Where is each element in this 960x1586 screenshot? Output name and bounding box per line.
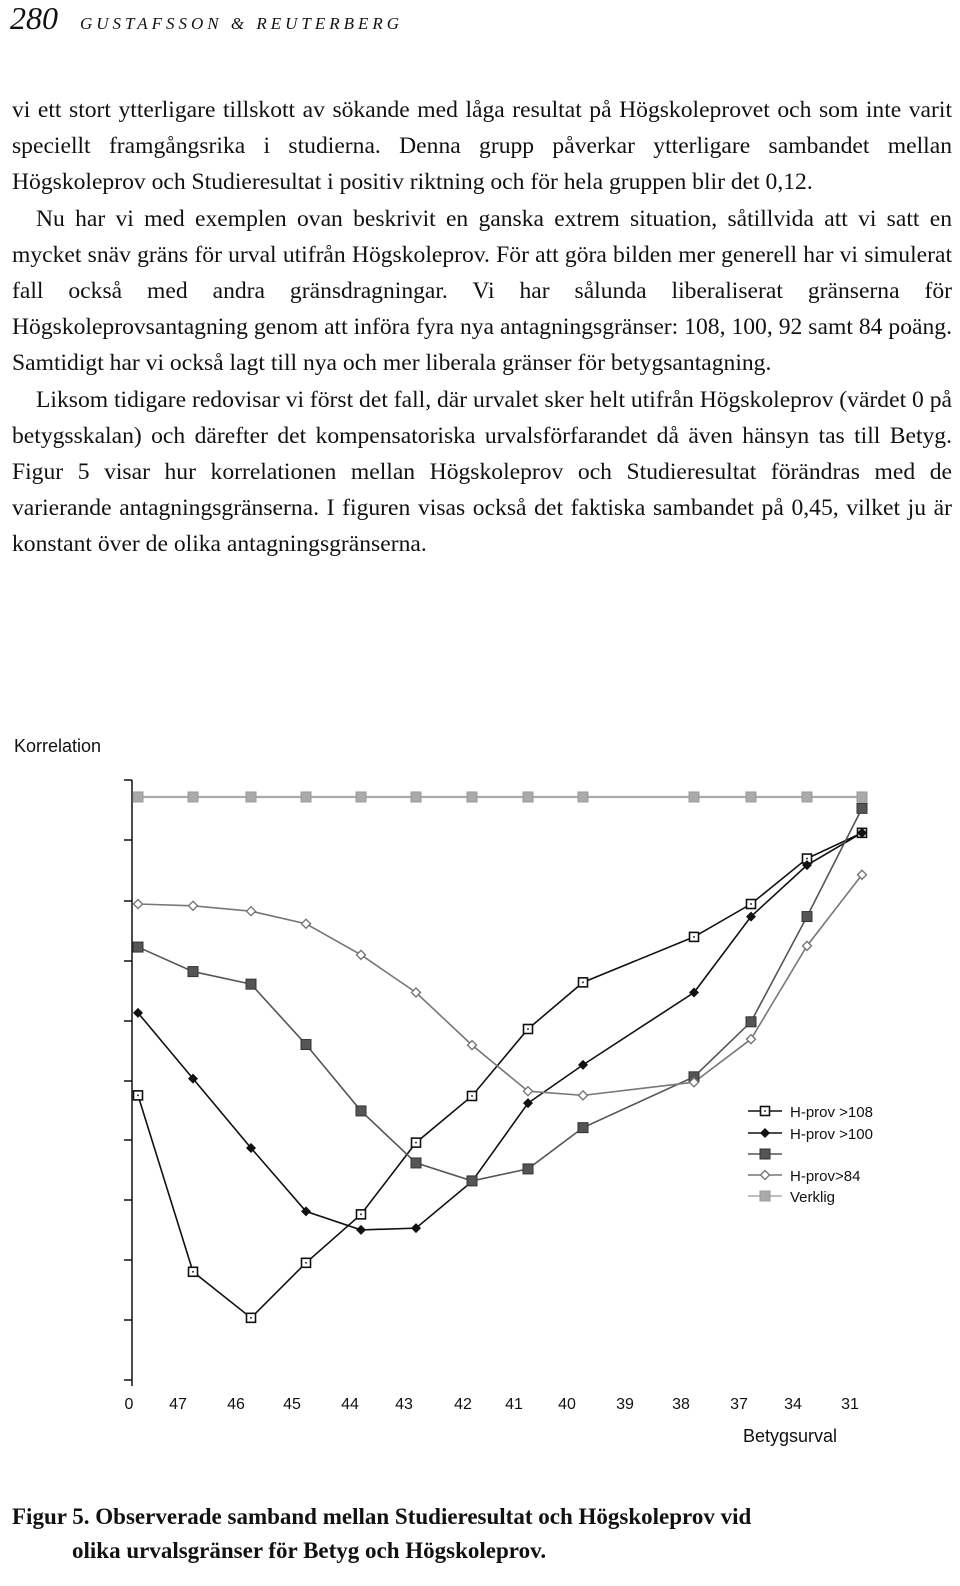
running-head-authors: GUSTAFSSON & REUTERBERG	[80, 14, 404, 33]
data-point	[411, 792, 421, 802]
data-point	[301, 1040, 311, 1050]
legend-marker	[760, 1149, 770, 1159]
data-point	[746, 1017, 756, 1027]
marker-dot	[764, 1110, 766, 1112]
marker-dot	[471, 1095, 473, 1097]
x-tick-label: 0	[124, 1396, 134, 1413]
x-tick-label: 47	[169, 1396, 187, 1413]
x-tick-label: 37	[730, 1396, 748, 1413]
x-tick-label: 45	[283, 1396, 301, 1413]
x-tick-label: 34	[784, 1396, 802, 1413]
body-text	[12, 92, 952, 563]
y-axis-label: Korrelation	[14, 736, 102, 756]
marker-dot	[250, 1317, 252, 1319]
marker-dot	[192, 1271, 194, 1273]
data-point	[578, 1123, 588, 1133]
data-point	[467, 792, 477, 802]
x-axis-label: Betygsurval	[743, 1426, 838, 1446]
x-tick-label: 43	[395, 1396, 413, 1413]
data-point	[188, 967, 198, 977]
data-point	[356, 1106, 366, 1116]
data-point	[857, 803, 867, 813]
legend-marker	[760, 1191, 770, 1201]
data-point	[189, 901, 198, 910]
data-point	[579, 1091, 588, 1100]
data-point	[247, 907, 256, 916]
caption-line-1: Figur 5. Observerade samband mellan Studieresultat och Högskoleprov vid	[12, 1504, 752, 1529]
data-point	[246, 792, 256, 802]
x-tick-label: 31	[841, 1396, 859, 1413]
caption-line-2: olika urvalsgränser för Betyg och Högskoleprov.	[72, 1538, 547, 1563]
data-point	[188, 792, 198, 802]
marker-dot	[582, 982, 584, 984]
marker-dot	[360, 1214, 362, 1216]
paragraph: vi ett stort ytterligare tillskott av sökande med låga resultat på Högskoleprovet och som inte varit speciellt framgångsrika i studierna. Denna grupp påverkar ytterligare sambandet mellan Högskoleprov och Studieresultat i positiv riktning och för hela gruppen blir det 0,12.	[12, 97, 952, 196]
marker-dot	[750, 903, 752, 905]
plot-markers	[133, 792, 867, 1322]
correlation-chart	[0, 720, 960, 1490]
data-point	[523, 1164, 533, 1174]
legend	[748, 1104, 873, 1206]
data-point	[523, 1098, 533, 1108]
data-point	[689, 792, 699, 802]
x-tick-label: 38	[672, 1396, 690, 1413]
data-point	[133, 792, 143, 802]
y-axis-ticks	[124, 780, 132, 1380]
data-point	[802, 792, 812, 802]
data-point	[857, 792, 867, 802]
data-point	[802, 912, 812, 922]
data-point	[246, 979, 256, 989]
data-point	[356, 792, 366, 802]
figure-caption	[12, 1500, 942, 1568]
series-line	[138, 808, 862, 1181]
legend-label: Verklig	[790, 1189, 836, 1206]
data-point	[134, 900, 143, 909]
data-point	[523, 792, 533, 802]
x-tick-label: 46	[227, 1396, 245, 1413]
marker-dot	[305, 1262, 307, 1264]
data-point	[357, 950, 366, 959]
data-point	[411, 1158, 421, 1168]
data-point	[301, 792, 311, 802]
marker-dot	[415, 1142, 417, 1144]
paragraph: Nu har vi med exemplen ovan beskrivit en ganska extrem situation, såtillvida att vi satt en mycket snäv gräns för urval utifrån Högskoleprov. För att göra bilden mer generell har vi simulerat fall också med andra gränsdragningar. Vi har sålunda liberaliserat gränserna för Högskoleprovsantagning genom att införa fyra nya antagningsgränser: 108, 100, 92 samt 84 poäng. Samtidigt har vi också lagt till nya och mer liberala gränser för betygsantagning.	[12, 205, 952, 377]
data-point	[746, 792, 756, 802]
x-tick-label: 40	[558, 1396, 576, 1413]
data-point	[356, 1225, 366, 1235]
legend-marker	[761, 1171, 770, 1180]
x-tick-label: 44	[341, 1396, 359, 1413]
x-tick-label: 41	[505, 1396, 523, 1413]
data-point	[578, 792, 588, 802]
marker-dot	[137, 1095, 139, 1097]
data-point	[578, 1060, 588, 1070]
x-axis-tick-labels	[125, 1396, 859, 1413]
plot-lines	[138, 797, 862, 1318]
legend-marker	[760, 1128, 770, 1138]
legend-label: H-prov >108	[790, 1104, 873, 1121]
data-point	[302, 919, 311, 928]
marker-dot	[693, 936, 695, 938]
paragraph: Liksom tidigare redovisar vi först det fall, där urvalet sker helt utifrån Högskoleprov (värdet 0 på betygsskalan) och därefter det kompensatoriska urvalsförfarandet då även hänsyn tas till Betyg. Figur 5 visar hur korrelationen mellan Högskoleprov och Studieresultat förändras med de varierande antagningsgränserna. I figuren visas också det faktiska sambandet på 0,45, vilket ju är konstant över de olika antagningsgränserna.	[12, 386, 952, 558]
marker-dot	[806, 858, 808, 860]
data-point	[467, 1176, 477, 1186]
x-tick-label: 39	[616, 1396, 634, 1413]
series-line	[138, 833, 862, 1230]
data-point	[133, 942, 143, 952]
legend-label: H-prov>84	[790, 1168, 861, 1185]
page-number: 280	[10, 0, 58, 36]
legend-label: H-prov >100	[790, 1126, 873, 1143]
marker-dot	[527, 1028, 529, 1030]
x-tick-label: 42	[454, 1396, 472, 1413]
running-head	[10, 0, 403, 37]
